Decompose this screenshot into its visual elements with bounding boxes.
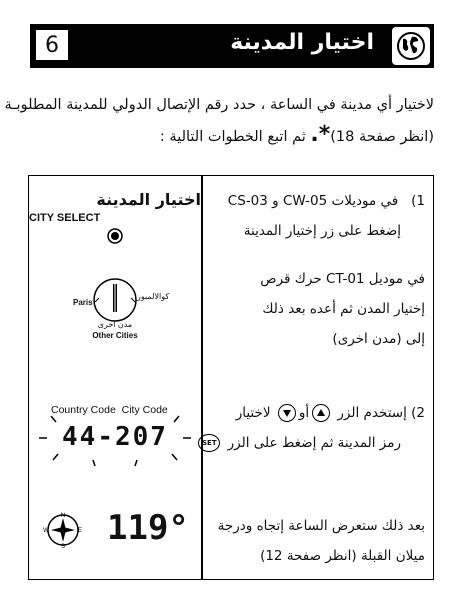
page-header xyxy=(30,24,434,68)
instructions-table xyxy=(28,175,434,580)
compass-icon xyxy=(43,510,83,550)
intro-line-2 xyxy=(30,120,434,152)
city-select-button-icon xyxy=(107,228,123,248)
city-dial-knob-icon xyxy=(29,276,201,356)
dial-label-other-cities-en: Other Cities xyxy=(92,331,138,340)
step-2-line-2 xyxy=(202,428,425,458)
compass-s: S xyxy=(60,544,66,550)
intro-paragraph xyxy=(4,90,434,152)
compass-w: W xyxy=(43,528,49,534)
step-3-line-2: ميلان القبلة (انظر صفحة 12) xyxy=(260,548,425,564)
compass-n: N xyxy=(60,513,66,519)
globe-icon xyxy=(392,27,430,65)
compass-e: E xyxy=(77,528,83,534)
page-number: 6 xyxy=(34,28,70,62)
step-2-use-button: إستخدم الزر xyxy=(337,405,407,421)
step-3 xyxy=(215,511,425,571)
city-select-label-en: CITY SELECT xyxy=(29,212,101,224)
step-1-line-5: إلى (مدن اخرى) xyxy=(332,331,425,347)
country-code-label: Country Code xyxy=(51,404,116,416)
set-button-icon: SET xyxy=(198,434,220,452)
step-2-line-1 xyxy=(215,398,425,428)
dial-label-other-cities-ar: مدن اخرى xyxy=(97,320,133,329)
qibla-degrees: 119° xyxy=(107,508,189,548)
up-arrow-button-icon xyxy=(312,404,330,422)
step-3-line-1: بعد ذلك ستعرض الساعة إتجاه ودرجة xyxy=(217,518,425,534)
step-2 xyxy=(202,398,425,458)
step-1-number: 1) xyxy=(411,193,425,209)
dial-label-paris: Paris xyxy=(73,298,93,307)
intro-line-1: لاختيار أي مدينة في الساعة ، حدد رقم الإتصال الدولي للمدينة المطلوبـة xyxy=(4,97,434,113)
step-1-models: في موديلات CW-05 و CS-03 xyxy=(227,193,399,209)
code-digits: 44-207 xyxy=(62,422,168,452)
down-arrow-button-icon xyxy=(278,404,296,422)
step-1-line-3: في موديل CT-01 حرك قرص xyxy=(260,271,425,287)
city-dial-illustration xyxy=(29,276,201,356)
intro-asterisk: *. xyxy=(310,122,331,147)
step-2-number: 2) xyxy=(411,405,425,421)
city-code-label: City Code xyxy=(121,404,168,416)
code-display-illustration xyxy=(29,398,201,468)
qibla-display-illustration xyxy=(29,506,201,556)
step-2-to-select: لاختيار xyxy=(235,405,271,421)
column-divider xyxy=(201,176,203,579)
step-1 xyxy=(215,186,425,354)
step-1-line-1 xyxy=(215,186,425,216)
intro-page-ref: (انظر صفحة 18) xyxy=(330,129,434,145)
step-1-line-4: إختيار المدن ثم أعده بعد ذلك xyxy=(262,301,425,317)
step-2-press-set: رمز المدينة ثم إضغط على الزر xyxy=(227,435,401,451)
city-select-label-ar: اختيار المدينة xyxy=(96,190,201,209)
step-2-or: أو xyxy=(298,405,310,421)
page-title: اختيار المدينة xyxy=(230,30,374,55)
dial-label-kuala-lumpur: كوالالمبور xyxy=(137,292,170,301)
step-1-line-2: إضغط على زر إختيار المدينة xyxy=(243,223,401,239)
intro-follow: ثم اتبع الخطوات التالية : xyxy=(159,129,311,145)
